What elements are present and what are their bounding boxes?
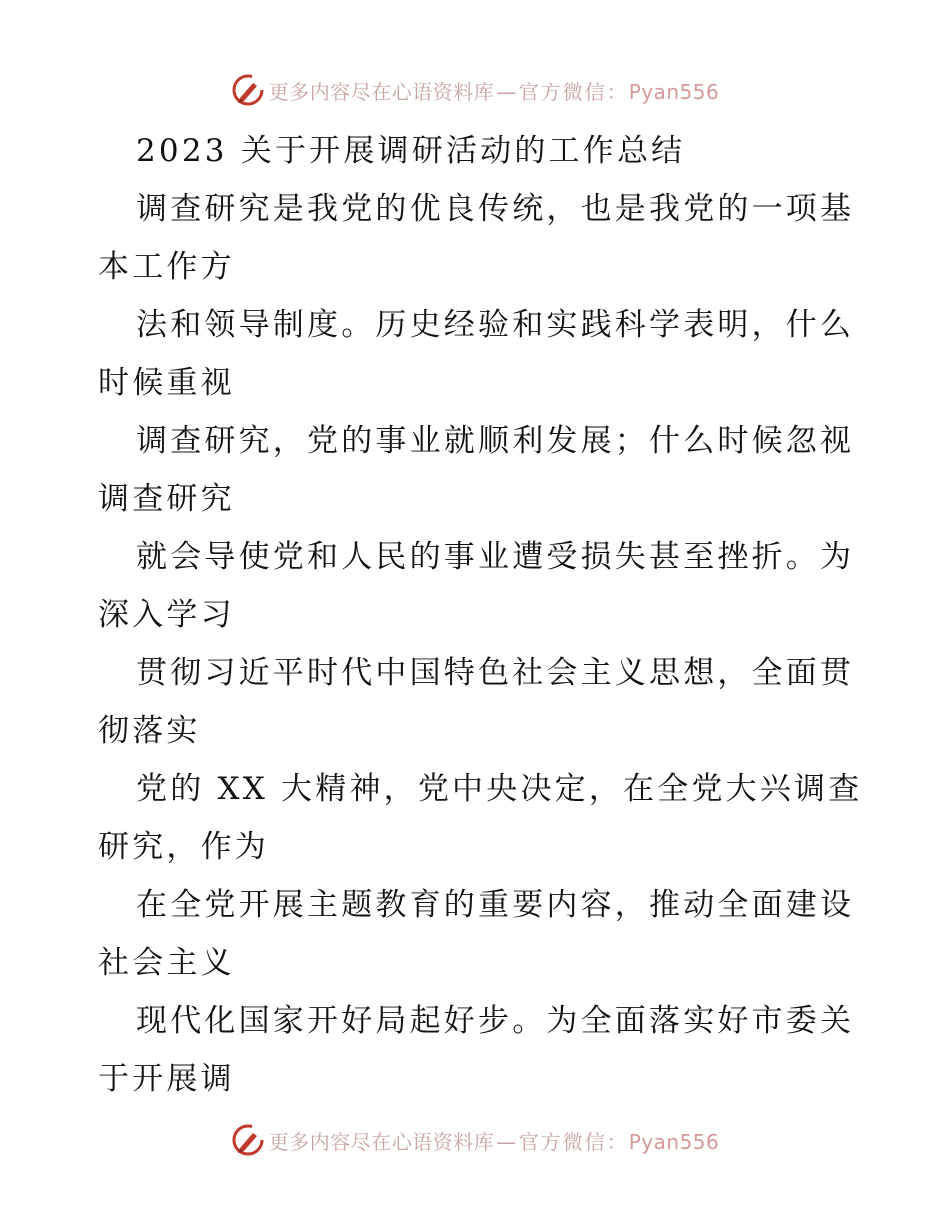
banner-wechat-id: Pyan556: [628, 1129, 720, 1154]
paragraph-line: 时候重视: [98, 365, 235, 401]
paragraph-line: 彻落实: [98, 713, 201, 749]
banner-dash: —: [496, 1129, 517, 1154]
paragraph-line: 调查研究，党的事业就顺利发展；什么时候忽视: [136, 423, 855, 459]
paragraph-line: 调查研究: [98, 481, 235, 517]
banner-dash: —: [496, 79, 517, 104]
paragraph-line: 调查研究是我党的优良传统，也是我党的一项基: [136, 191, 855, 227]
paragraph-line: 法和领导制度。历史经验和实践科学表明，什么: [136, 307, 855, 343]
paragraph-line: 于开展调: [98, 1061, 235, 1097]
document-title: 2023 关于开展调研活动的工作总结: [136, 133, 686, 169]
banner-wechat-label: 官方微信：: [518, 79, 629, 104]
header-banner: [0, 70, 950, 110]
banner-promo: 更多内容尽在心语资料库: [268, 79, 495, 104]
document-body: [98, 122, 863, 1108]
paragraph-line: 就会导使党和人民的事业遭受损失甚至挫折。为: [136, 539, 855, 575]
paragraph-line: 现代化国家开好局起好步。为全面落实好市委关: [136, 1003, 855, 1039]
paragraph-line: 社会主义: [98, 945, 235, 981]
banner-wechat-id: Pyan556: [628, 79, 720, 104]
paragraph-line: 贯彻习近平时代中国特色社会主义思想，全面贯: [136, 655, 855, 691]
banner-text: [269, 1126, 720, 1155]
paragraph-line: 本工作方: [98, 249, 235, 285]
paragraph-line: 党的 XX 大精神，党中央决定，在全党大兴调查: [136, 771, 863, 807]
footer-banner: [0, 1120, 950, 1160]
paragraph-line: 在全党开展主题教育的重要内容，推动全面建设: [136, 887, 855, 923]
paragraph-line: 研究，作为: [98, 829, 269, 865]
paragraph-line: 深入学习: [98, 597, 235, 633]
red-pen-logo-icon: [231, 1123, 265, 1157]
red-pen-logo-icon: [231, 73, 265, 107]
banner-wechat-label: 官方微信：: [518, 1129, 629, 1154]
banner-text: [269, 76, 720, 105]
banner-promo: 更多内容尽在心语资料库: [268, 1129, 495, 1154]
